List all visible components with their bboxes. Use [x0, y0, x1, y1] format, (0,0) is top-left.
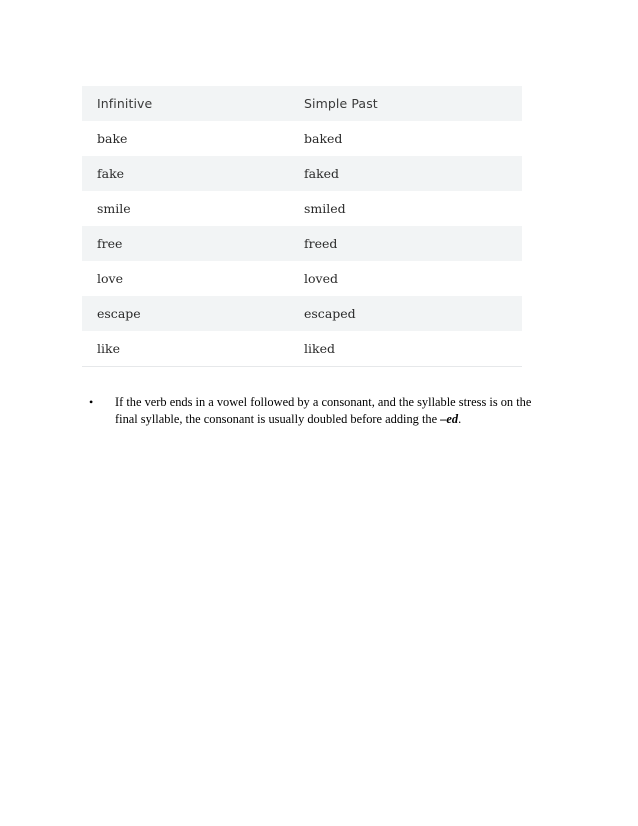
cell-simple-past: freed: [304, 236, 338, 251]
cell-simple-past: baked: [304, 131, 343, 146]
cell-simple-past: faked: [304, 166, 340, 181]
cell-infinitive: fake: [97, 166, 125, 181]
table-row: [82, 121, 522, 156]
bullet-text-end: .: [458, 412, 462, 426]
cell-simple-past: escaped: [304, 306, 356, 321]
cell-infinitive: like: [82, 331, 289, 367]
bullet-text: [115, 394, 552, 428]
bullet-text-main: If the verb ends in a vowel followed by a consonant, and the syllable stress is on the final syllable, the consonant is usually doubled before adding the: [115, 395, 532, 426]
table-row: [82, 331, 522, 367]
cell-simple-past: liked: [289, 331, 522, 367]
table-row: [82, 226, 522, 261]
bullet-text-emphasis: –ed: [440, 412, 459, 426]
table-row: [82, 261, 522, 296]
bullet-list-item: [82, 394, 552, 428]
cell-infinitive: love: [97, 271, 123, 286]
table-row: [82, 191, 522, 226]
table-row: [82, 296, 522, 331]
header-simple-past: Simple Past: [304, 96, 378, 111]
header-infinitive: Infinitive: [97, 96, 153, 111]
cell-infinitive: bake: [97, 131, 128, 146]
cell-simple-past: loved: [304, 271, 338, 286]
cell-simple-past: smiled: [304, 201, 346, 216]
bullet-marker: •: [89, 395, 94, 409]
cell-infinitive: free: [97, 236, 123, 251]
verb-table: [82, 86, 522, 367]
table-header-row: [82, 86, 522, 121]
cell-infinitive: escape: [97, 306, 141, 321]
cell-infinitive: smile: [97, 201, 131, 216]
table-row: [82, 156, 522, 191]
